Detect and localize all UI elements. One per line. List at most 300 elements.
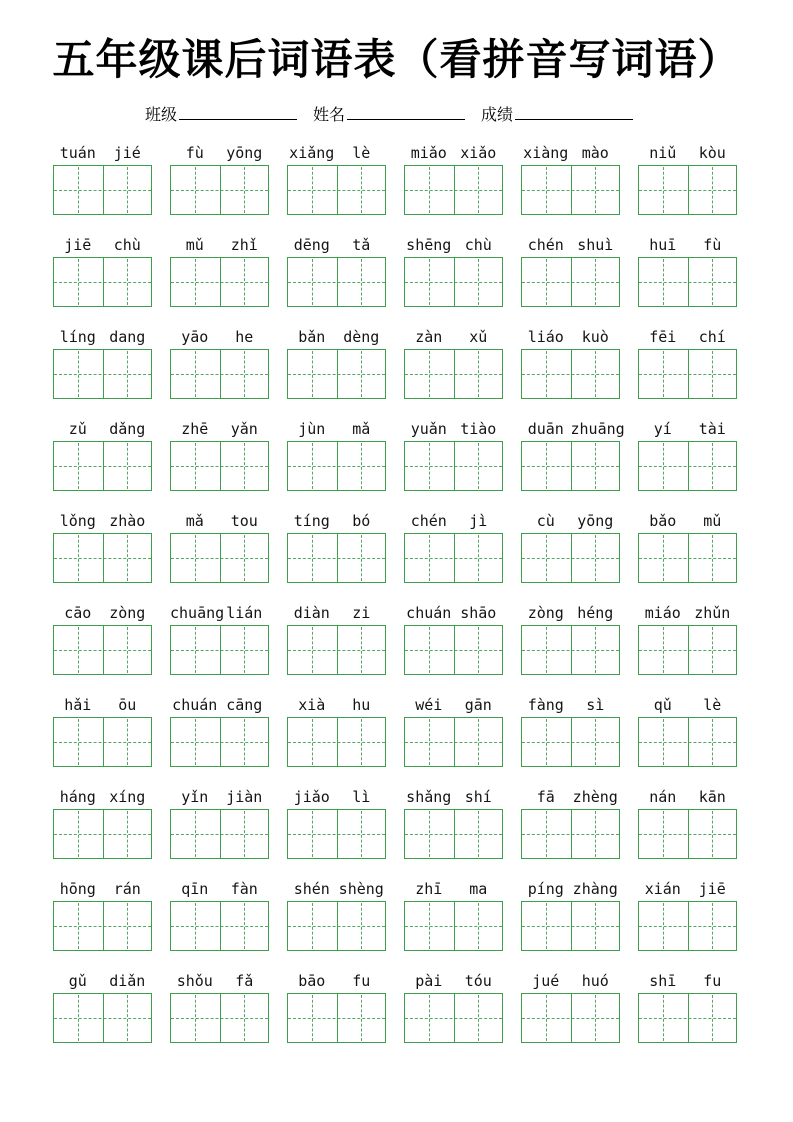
word-entry	[638, 419, 737, 491]
pinyin-syllable: tài	[698, 420, 726, 439]
writing-grid	[287, 533, 386, 583]
grid-horizontal-dash	[288, 466, 385, 467]
pinyin-pair	[287, 143, 386, 163]
pinyin-syllable: xià	[298, 696, 326, 715]
pinyin-pair	[170, 787, 269, 807]
pinyin-syllable: shǎng	[406, 788, 452, 807]
writing-grid	[287, 993, 386, 1043]
pinyin-syllable: he	[235, 328, 254, 347]
grid-horizontal-dash	[405, 374, 502, 375]
pinyin-syllable: xǔ	[469, 328, 488, 347]
pinyin-syllable: qǔ	[653, 696, 672, 715]
grid-horizontal-dash	[171, 466, 268, 467]
class-blank	[179, 105, 297, 120]
pinyin-syllable: yōng	[226, 144, 263, 163]
grid-horizontal-dash	[522, 466, 619, 467]
writing-grid	[404, 993, 503, 1043]
pinyin-syllable: lián	[226, 604, 263, 623]
writing-grid	[53, 257, 152, 307]
pinyin-syllable: jiē	[698, 880, 726, 899]
word-entry	[170, 419, 269, 491]
pinyin-syllable: jiǎo	[293, 788, 330, 807]
pinyin-pair	[287, 695, 386, 715]
pinyin-syllable: chén	[527, 236, 564, 255]
writing-grid	[287, 441, 386, 491]
pinyin-syllable: shǒu	[176, 972, 213, 991]
word-entry	[404, 511, 503, 583]
pinyin-syllable: zhǐ	[230, 236, 258, 255]
word-entry	[287, 603, 386, 675]
word-entry	[170, 235, 269, 307]
pinyin-syllable: cāo	[64, 604, 92, 623]
pinyin-syllable: yuǎn	[410, 420, 447, 439]
grid-horizontal-dash	[522, 1018, 619, 1019]
word-row	[53, 327, 737, 399]
word-entry	[404, 879, 503, 951]
grid-horizontal-dash	[405, 650, 502, 651]
word-entry	[404, 971, 503, 1043]
grid-horizontal-dash	[639, 190, 736, 191]
writing-grid	[638, 441, 737, 491]
word-entry	[53, 419, 152, 491]
pinyin-syllable: zhàng	[572, 880, 618, 899]
word-entry	[521, 603, 620, 675]
pinyin-syllable: chuán	[172, 696, 218, 715]
pinyin-syllable: cāng	[226, 696, 263, 715]
pinyin-syllable: xiàng	[523, 144, 569, 163]
pinyin-syllable: chuán	[406, 604, 452, 623]
pinyin-pair	[404, 787, 503, 807]
pinyin-pair	[404, 695, 503, 715]
pinyin-syllable: píng	[527, 880, 564, 899]
pinyin-pair	[287, 787, 386, 807]
word-entry	[170, 603, 269, 675]
word-entry	[521, 327, 620, 399]
grid-horizontal-dash	[522, 558, 619, 559]
grid-horizontal-dash	[405, 558, 502, 559]
word-entry	[521, 879, 620, 951]
pinyin-syllable: kuò	[581, 328, 609, 347]
word-entry	[53, 327, 152, 399]
writing-grid	[638, 901, 737, 951]
pinyin-pair	[638, 235, 737, 255]
grid-horizontal-dash	[522, 374, 619, 375]
word-entry	[638, 603, 737, 675]
pinyin-syllable: mǔ	[703, 512, 722, 531]
pinyin-syllable: tíng	[293, 512, 330, 531]
pinyin-pair	[404, 143, 503, 163]
grid-horizontal-dash	[288, 190, 385, 191]
grid-horizontal-dash	[288, 282, 385, 283]
writing-grid	[53, 441, 152, 491]
grid-horizontal-dash	[288, 742, 385, 743]
writing-grid	[404, 533, 503, 583]
pinyin-pair	[53, 787, 152, 807]
header-fields	[145, 102, 793, 125]
name-blank	[347, 105, 465, 120]
pinyin-syllable: líng	[59, 328, 96, 347]
pinyin-pair	[170, 603, 269, 623]
pinyin-syllable: shèng	[338, 880, 384, 899]
writing-grid	[287, 809, 386, 859]
word-entry	[521, 419, 625, 491]
pinyin-syllable: chén	[410, 512, 447, 531]
word-entry	[638, 511, 737, 583]
word-entry	[404, 327, 503, 399]
grid-horizontal-dash	[54, 282, 151, 283]
grid-horizontal-dash	[54, 834, 151, 835]
word-entry	[170, 879, 269, 951]
pinyin-syllable: jiē	[64, 236, 92, 255]
grid-horizontal-dash	[54, 466, 151, 467]
word-entry	[170, 695, 269, 767]
writing-grid	[404, 257, 503, 307]
word-entry	[53, 143, 152, 215]
word-entry	[53, 879, 152, 951]
pinyin-pair	[53, 511, 152, 531]
word-entry	[170, 787, 269, 859]
grid-horizontal-dash	[171, 190, 268, 191]
word-entry	[404, 143, 503, 215]
pinyin-syllable: xiǎng	[289, 144, 335, 163]
writing-grid	[521, 349, 620, 399]
pinyin-pair	[287, 879, 386, 899]
writing-grid	[404, 809, 503, 859]
pinyin-syllable: zhào	[109, 512, 146, 531]
pinyin-syllable: zàn	[415, 328, 443, 347]
word-entry	[404, 787, 503, 859]
word-entry	[404, 603, 503, 675]
grid-horizontal-dash	[522, 190, 619, 191]
word-row	[53, 511, 737, 583]
pinyin-syllable: niǔ	[649, 144, 677, 163]
pinyin-syllable: zhē	[181, 420, 209, 439]
grid-horizontal-dash	[171, 374, 268, 375]
grid-horizontal-dash	[54, 1018, 151, 1019]
pinyin-syllable: lè	[352, 144, 371, 163]
grid-horizontal-dash	[639, 742, 736, 743]
name-label: 姓名	[313, 107, 346, 125]
grid-horizontal-dash	[639, 834, 736, 835]
pinyin-pair	[638, 327, 737, 347]
word-entry	[170, 971, 269, 1043]
writing-grid	[53, 809, 152, 859]
pinyin-pair	[521, 419, 625, 439]
writing-grid	[170, 809, 269, 859]
pinyin-syllable: shí	[464, 788, 492, 807]
pinyin-syllable: fu	[703, 972, 722, 991]
word-entry	[53, 695, 152, 767]
pinyin-syllable: qīn	[181, 880, 209, 899]
word-entry	[638, 787, 737, 859]
writing-grid	[53, 625, 152, 675]
writing-grid	[404, 441, 503, 491]
pinyin-syllable: nán	[649, 788, 677, 807]
grid-horizontal-dash	[288, 650, 385, 651]
pinyin-pair	[53, 879, 152, 899]
writing-grid	[521, 901, 620, 951]
pinyin-syllable: lè	[703, 696, 722, 715]
score-field	[481, 102, 633, 125]
pinyin-pair	[170, 879, 269, 899]
grid-horizontal-dash	[522, 282, 619, 283]
writing-grid	[638, 809, 737, 859]
word-row	[53, 419, 737, 491]
pinyin-syllable: chù	[464, 236, 492, 255]
word-entry	[521, 235, 620, 307]
writing-grid	[53, 165, 152, 215]
score-label: 成绩	[481, 107, 514, 125]
grid-horizontal-dash	[54, 650, 151, 651]
pinyin-pair	[404, 879, 503, 899]
pinyin-syllable: shēng	[406, 236, 452, 255]
word-entry	[638, 879, 737, 951]
grid-horizontal-dash	[522, 650, 619, 651]
pinyin-syllable: fu	[352, 972, 371, 991]
grid-horizontal-dash	[639, 926, 736, 927]
writing-grid	[404, 349, 503, 399]
writing-grid	[287, 625, 386, 675]
word-entry	[170, 327, 269, 399]
pinyin-syllable: bó	[352, 512, 371, 531]
word-entry	[521, 143, 620, 215]
writing-grid	[287, 165, 386, 215]
writing-grid	[53, 717, 152, 767]
word-entry	[521, 695, 620, 767]
grid-horizontal-dash	[171, 926, 268, 927]
word-row	[53, 235, 737, 307]
writing-grid	[170, 533, 269, 583]
pinyin-pair	[404, 327, 503, 347]
grid-horizontal-dash	[405, 926, 502, 927]
pinyin-syllable: zhǔn	[694, 604, 731, 623]
writing-grid	[521, 257, 620, 307]
writing-grid	[170, 717, 269, 767]
pinyin-syllable: zòng	[109, 604, 146, 623]
pinyin-syllable: jiàn	[226, 788, 263, 807]
pinyin-syllable: zǔ	[68, 420, 87, 439]
pinyin-syllable: héng	[577, 604, 614, 623]
pinyin-pair	[638, 511, 737, 531]
word-entry	[638, 235, 737, 307]
pinyin-syllable: duān	[527, 420, 564, 439]
pinyin-pair	[287, 511, 386, 531]
grid-horizontal-dash	[171, 1018, 268, 1019]
pinyin-pair	[638, 879, 737, 899]
word-entry	[287, 971, 386, 1043]
grid-horizontal-dash	[639, 374, 736, 375]
grid-horizontal-dash	[171, 650, 268, 651]
pinyin-syllable: miáo	[644, 604, 681, 623]
pinyin-syllable: wéi	[415, 696, 443, 715]
grid-horizontal-dash	[639, 282, 736, 283]
pinyin-syllable: fù	[703, 236, 722, 255]
pinyin-syllable: chù	[113, 236, 141, 255]
pinyin-pair	[638, 971, 737, 991]
grid-horizontal-dash	[405, 834, 502, 835]
grid-horizontal-dash	[54, 374, 151, 375]
pinyin-pair	[521, 787, 620, 807]
word-entry	[521, 511, 620, 583]
writing-grid	[521, 625, 620, 675]
word-entry	[404, 419, 503, 491]
writing-grid	[170, 165, 269, 215]
pinyin-syllable: fù	[185, 144, 204, 163]
word-row	[53, 695, 737, 767]
word-entry	[404, 695, 503, 767]
pinyin-syllable: kān	[698, 788, 726, 807]
pinyin-pair	[638, 143, 737, 163]
writing-grid	[521, 993, 620, 1043]
pinyin-syllable: fā	[536, 788, 555, 807]
pinyin-syllable: mǔ	[185, 236, 204, 255]
pinyin-syllable: hǎi	[64, 696, 92, 715]
pinyin-syllable: pài	[415, 972, 443, 991]
word-entry	[53, 971, 152, 1043]
pinyin-pair	[521, 603, 620, 623]
pinyin-syllable: lì	[352, 788, 371, 807]
pinyin-syllable: gǔ	[68, 972, 87, 991]
pinyin-pair	[170, 419, 269, 439]
pinyin-syllable: fàng	[527, 696, 564, 715]
word-entry	[170, 511, 269, 583]
pinyin-syllable: mǎ	[185, 512, 204, 531]
pinyin-pair	[404, 235, 503, 255]
pinyin-syllable: shuì	[577, 236, 614, 255]
writing-grid	[287, 257, 386, 307]
pinyin-pair	[638, 695, 737, 715]
word-entry	[53, 787, 152, 859]
word-entry	[287, 419, 386, 491]
pinyin-syllable: zhèng	[572, 788, 618, 807]
pinyin-syllable: mǎ	[352, 420, 371, 439]
grid-horizontal-dash	[639, 558, 736, 559]
pinyin-pair	[287, 327, 386, 347]
writing-grid	[287, 717, 386, 767]
writing-grid	[170, 901, 269, 951]
pinyin-syllable: háng	[59, 788, 96, 807]
pinyin-syllable: chuāng	[170, 604, 225, 623]
grid-horizontal-dash	[54, 742, 151, 743]
pinyin-pair	[521, 327, 620, 347]
writing-grid	[53, 901, 152, 951]
writing-grid	[53, 349, 152, 399]
pinyin-pair	[53, 603, 152, 623]
writing-grid	[53, 533, 152, 583]
pinyin-pair	[53, 971, 152, 991]
writing-grid	[638, 625, 737, 675]
writing-grid	[404, 625, 503, 675]
pinyin-pair	[404, 971, 503, 991]
pinyin-pair	[53, 327, 152, 347]
grid-horizontal-dash	[288, 926, 385, 927]
grid-horizontal-dash	[171, 558, 268, 559]
pinyin-pair	[170, 235, 269, 255]
pinyin-pair	[404, 603, 503, 623]
pinyin-syllable: bāo	[298, 972, 326, 991]
pinyin-pair	[170, 971, 269, 991]
writing-grid	[521, 533, 620, 583]
word-row	[53, 143, 737, 215]
word-row	[53, 603, 737, 675]
word-entry	[53, 603, 152, 675]
pinyin-syllable: yōng	[577, 512, 614, 531]
pinyin-syllable: shén	[293, 880, 330, 899]
pinyin-pair	[521, 143, 620, 163]
pinyin-pair	[53, 143, 152, 163]
writing-grid	[638, 993, 737, 1043]
pinyin-pair	[521, 235, 620, 255]
pinyin-pair	[170, 695, 269, 715]
pinyin-pair	[404, 511, 503, 531]
grid-horizontal-dash	[171, 834, 268, 835]
pinyin-syllable: chí	[698, 328, 726, 347]
pinyin-pair	[404, 419, 503, 439]
word-entry	[638, 695, 737, 767]
pinyin-syllable: liáo	[527, 328, 564, 347]
grid-horizontal-dash	[288, 834, 385, 835]
word-entry	[638, 327, 737, 399]
pinyin-syllable: miǎo	[410, 144, 447, 163]
grid-horizontal-dash	[288, 1018, 385, 1019]
pinyin-syllable: yǐn	[181, 788, 209, 807]
writing-grid	[521, 441, 620, 491]
words-area	[0, 125, 793, 1043]
grid-horizontal-dash	[522, 742, 619, 743]
pinyin-syllable: shī	[649, 972, 677, 991]
pinyin-syllable: hu	[352, 696, 371, 715]
word-entry	[521, 787, 620, 859]
pinyin-pair	[287, 235, 386, 255]
pinyin-syllable: tou	[230, 512, 258, 531]
writing-grid	[638, 257, 737, 307]
pinyin-syllable: lǒng	[59, 512, 96, 531]
pinyin-pair	[638, 603, 737, 623]
pinyin-syllable: mào	[581, 144, 609, 163]
word-entry	[170, 143, 269, 215]
writing-grid	[287, 349, 386, 399]
pinyin-syllable: tiào	[460, 420, 497, 439]
class-label: 班级	[145, 107, 178, 125]
grid-horizontal-dash	[405, 1018, 502, 1019]
pinyin-pair	[287, 603, 386, 623]
writing-grid	[404, 901, 503, 951]
word-entry	[287, 879, 386, 951]
pinyin-syllable: rán	[113, 880, 141, 899]
pinyin-syllable: fàn	[230, 880, 258, 899]
pinyin-syllable: jué	[532, 972, 560, 991]
pinyin-syllable: dèng	[343, 328, 380, 347]
grid-horizontal-dash	[405, 190, 502, 191]
pinyin-syllable: dēng	[293, 236, 330, 255]
pinyin-syllable: zhuāng	[570, 420, 625, 439]
pinyin-syllable: jùn	[298, 420, 326, 439]
pinyin-syllable: kòu	[698, 144, 726, 163]
pinyin-syllable: tóu	[464, 972, 492, 991]
pinyin-pair	[53, 419, 152, 439]
pinyin-syllable: cù	[536, 512, 555, 531]
word-entry	[287, 511, 386, 583]
pinyin-pair	[521, 511, 620, 531]
pinyin-pair	[287, 971, 386, 991]
pinyin-syllable: zòng	[527, 604, 564, 623]
pinyin-syllable: fēi	[649, 328, 677, 347]
pinyin-syllable: huī	[649, 236, 677, 255]
pinyin-syllable: tǎ	[352, 236, 371, 255]
word-entry	[287, 787, 386, 859]
writing-grid	[521, 809, 620, 859]
pinyin-syllable: yāo	[181, 328, 209, 347]
